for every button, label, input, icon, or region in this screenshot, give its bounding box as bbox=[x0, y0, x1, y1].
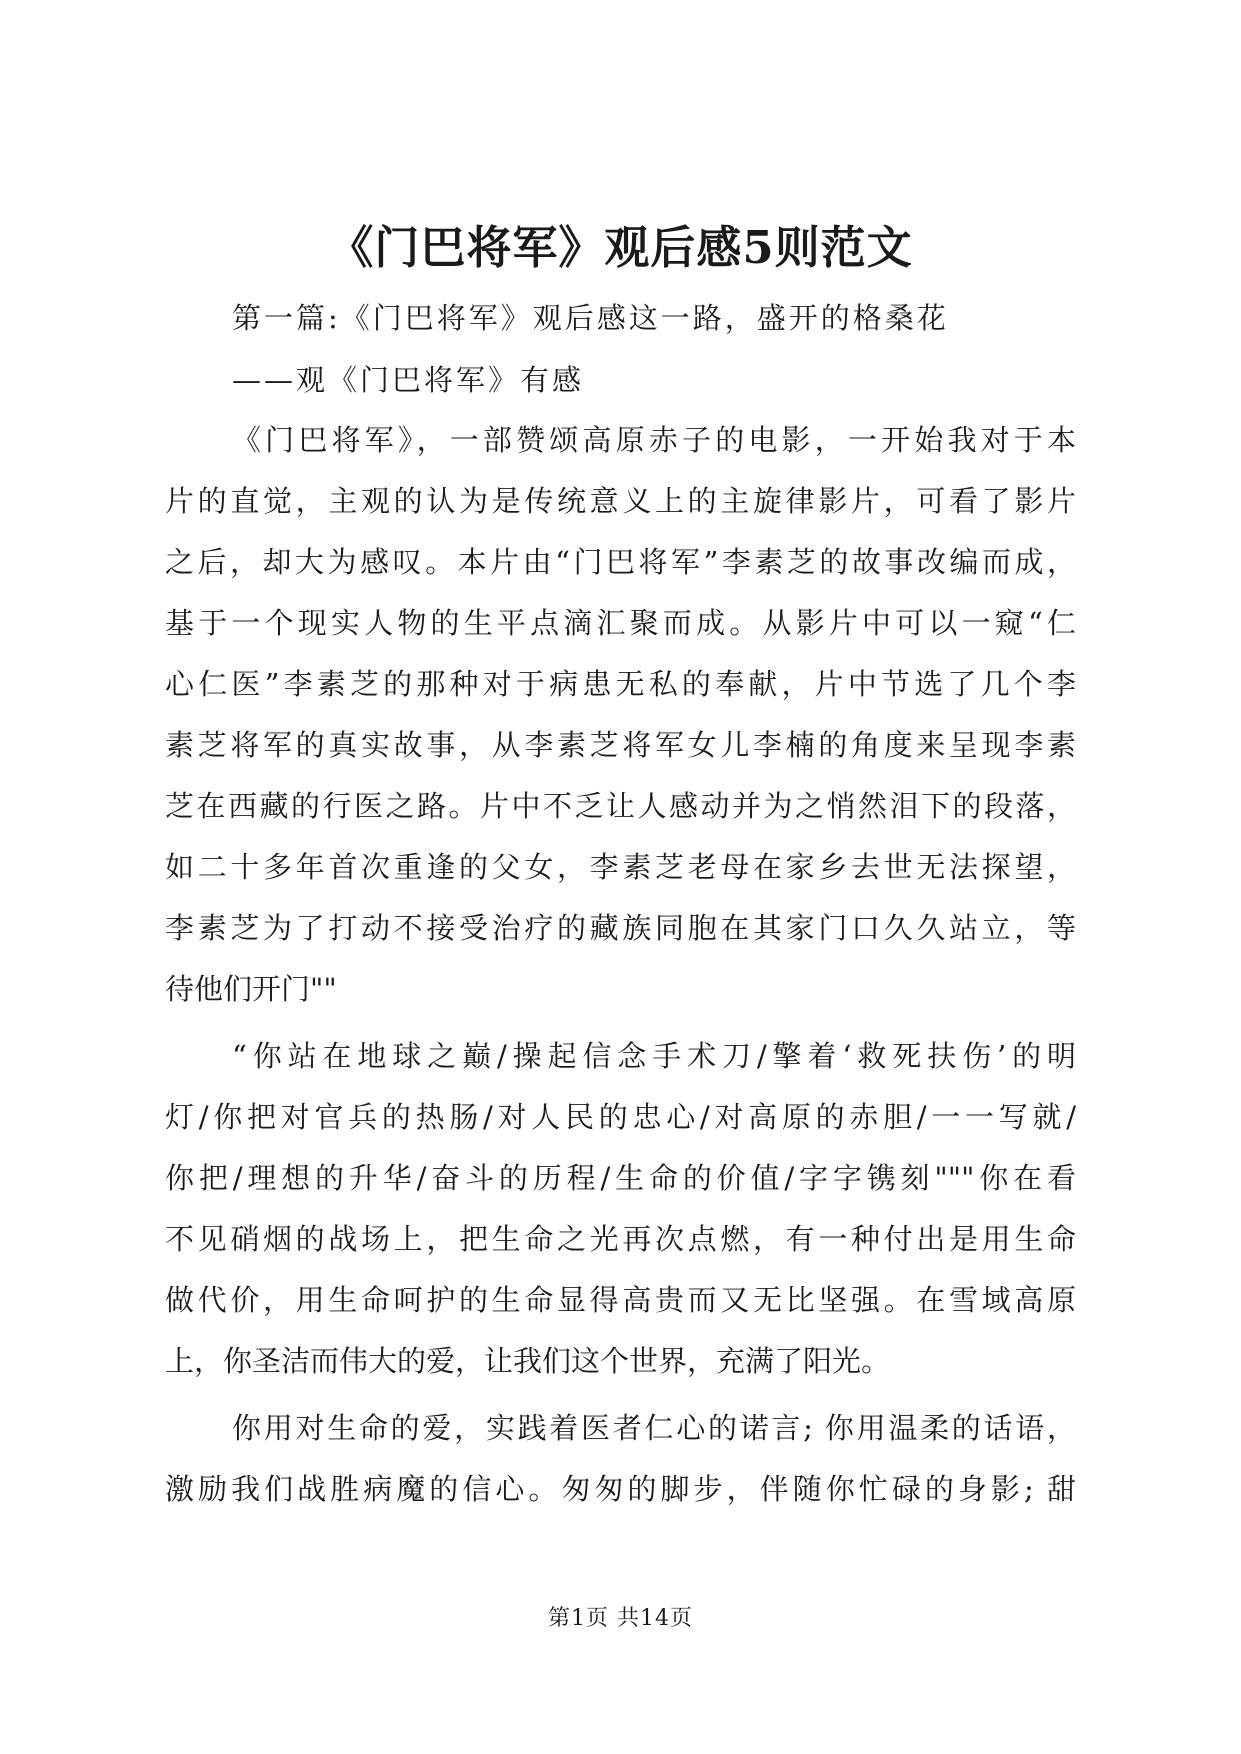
page-footer: 第1页 共14页 bbox=[548, 1606, 693, 1631]
paragraph-1-line: 素芝将军的真实故事，从李素芝将军女儿李楠的角度来呈现李素 bbox=[165, 728, 1076, 762]
chapter-subheading: ——观《门巴将军》有感 bbox=[232, 363, 585, 397]
paragraph-2-line: 不见硝烟的战场上，把生命之光再次点燃，有一种付出是用生命 bbox=[165, 1222, 1076, 1256]
paragraph-1-line: 待他们开门"" bbox=[165, 972, 337, 1006]
paragraph-2-line: 灯/你把对官兵的热肠/对人民的忠心/对高原的赤胆/一一写就/ bbox=[165, 1100, 1076, 1134]
paragraph-3-line: 激励我们战胜病魔的信心。匆匆的脚步，伴随你忙碌的身影; 甜 bbox=[165, 1472, 1076, 1506]
document-title: 《门巴将军》观后感5则范文 bbox=[328, 221, 913, 274]
paragraph-1-line: 基于一个现实人物的生平点滴汇聚而成。从影片中可以一窥“仁 bbox=[165, 606, 1076, 640]
paragraph-2-line: 你把/理想的升华/奋斗的历程/生命的价值/字字镌刻"""你在看 bbox=[165, 1161, 1076, 1195]
paragraph-2-line: 做代价，用生命呵护的生命显得高贵而又无比坚强。在雪域高原 bbox=[165, 1283, 1076, 1317]
paragraph-1-line: 李素芝为了打动不接受治疗的藏族同胞在其家门口久久站立，等 bbox=[165, 911, 1076, 945]
chapter-heading: 第一篇:《门巴将军》观后感这一路，盛开的格桑花 bbox=[232, 301, 949, 335]
paragraph-3-line: 你用对生命的爱，实践着医者仁心的诺言; 你用温柔的话语， bbox=[232, 1411, 1076, 1445]
paragraph-2-line: 上，你圣洁而伟大的爱，让我们这个世界，充满了阳光。 bbox=[165, 1344, 891, 1378]
paragraph-1-line: 之后，却大为感叹。本片由“门巴将军”李素芝的故事改编而成， bbox=[165, 545, 1076, 579]
paragraph-1-line: 片的直觉，主观的认为是传统意义上的主旋律影片，可看了影片 bbox=[165, 484, 1076, 518]
paragraph-2-line: “你站在地球之巅/操起信念手术刀/擎着‘救死扶伤’的明 bbox=[232, 1039, 1076, 1073]
paragraph-1-line: 如二十多年首次重逢的父女，李素芝老母在家乡去世无法探望， bbox=[165, 850, 1076, 884]
paragraph-1-line: 心仁医”李素芝的那种对于病患无私的奉献，片中节选了几个李 bbox=[165, 667, 1076, 701]
paragraph-1-line: 《门巴将军》，一部赞颂高原赤子的电影，一开始我对于本 bbox=[232, 423, 1076, 457]
paragraph-1-line: 芝在西藏的行医之路。片中不乏让人感动并为之悄然泪下的段落， bbox=[165, 789, 1076, 823]
